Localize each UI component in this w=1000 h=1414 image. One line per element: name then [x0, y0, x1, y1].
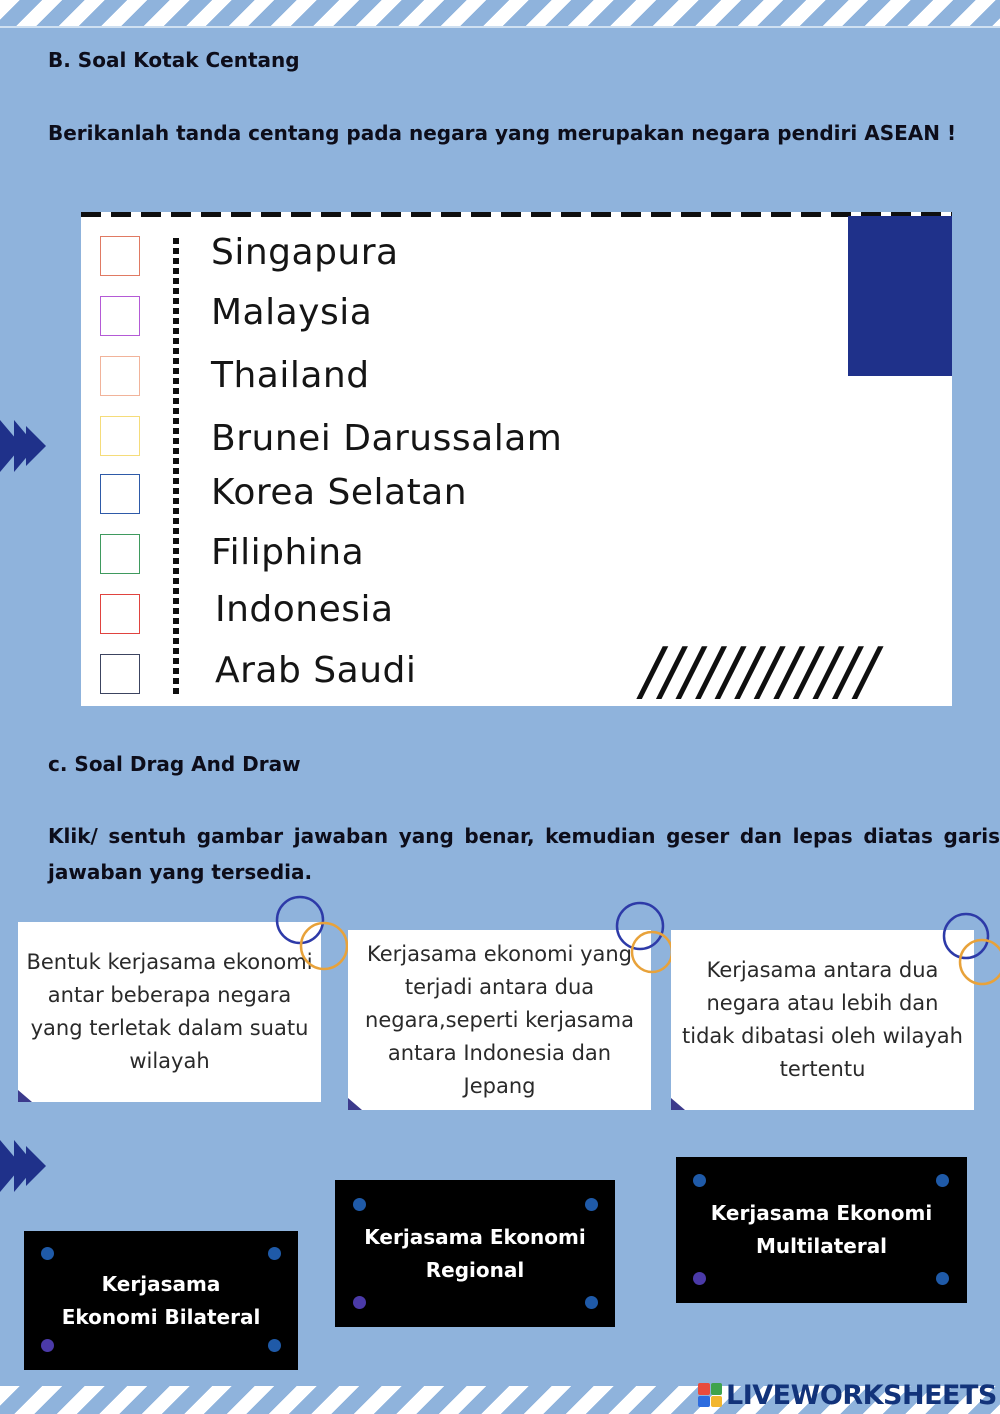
checkbox-thailand[interactable] [100, 356, 140, 396]
option-label-indonesia: Indonesia [215, 589, 394, 630]
option-label-thailand: Thailand [211, 355, 370, 396]
card-dashed-border [81, 212, 952, 217]
answer-label-multilateral: Kerjasama Ekonomi Multilateral [710, 1201, 933, 1258]
top-stripe-border [0, 0, 1000, 28]
brand-name: LIVEWORKSHEETS [726, 1379, 997, 1411]
checkbox-indonesia[interactable] [100, 594, 140, 634]
section-c-title: c. Soal Drag And Draw [48, 752, 301, 776]
option-label-malaysia: Malaysia [211, 292, 373, 333]
option-label-korea-selatan: Korea Selatan [211, 472, 468, 513]
section-b-instruction: Berikanlah tanda centang pada negara yang merupakan negara pendiri ASEAN ! [48, 121, 957, 145]
checkbox-korea-selatan[interactable] [100, 474, 140, 514]
slash-decoration: //////////// [641, 635, 876, 709]
option-label-brunei-darussalam: Brunei Darussalam [211, 418, 563, 459]
answer-chip-multilateral[interactable] [676, 1157, 967, 1303]
card-navy-block [848, 216, 952, 376]
chip-dot [268, 1339, 281, 1352]
checkbox-question-card [81, 212, 952, 709]
option-label-arab-saudi: Arab Saudi [215, 650, 417, 691]
definition-text-1: Bentuk kerjasama ekonomi antar beberapa negara yang terletak dalam suatu wilayah [26, 950, 313, 1073]
checkbox-brunei-darussalam[interactable] [100, 416, 140, 456]
section-c-instruction: Klik/ sentuh gambar jawaban yang benar, kemudian geser dan lepas diatas garis jawaban yang tersedia. [48, 824, 1000, 884]
definition-text-3: Kerjasama antara dua negara atau lebih dan tidak dibatasi oleh wilayah tertentu [682, 958, 963, 1081]
answer-label-bilateral: Kerjasama Ekonomi Bilateral [61, 1271, 261, 1329]
rings-decoration-icon [272, 896, 352, 976]
chip-dot [585, 1198, 598, 1211]
chip-dot [41, 1339, 54, 1352]
arrow-right-icon [0, 420, 50, 472]
chip-dot [693, 1174, 706, 1187]
checkbox-filiphina[interactable] [100, 534, 140, 574]
chip-dot [693, 1272, 706, 1285]
checkbox-singapura[interactable] [100, 236, 140, 276]
checkbox-arab-saudi[interactable] [100, 654, 140, 694]
card-corner-accent [348, 1098, 362, 1110]
definition-text-2: Kerjasama ekonomi yang terjadi antara dua negara,seperti kerjasama antara Indonesia dan Jepang [365, 941, 634, 1098]
section-b-title: B. Soal Kotak Centang [48, 48, 300, 72]
answer-chip-regional[interactable] [335, 1180, 615, 1327]
option-label-singapura: Singapura [211, 232, 399, 273]
chip-dot [41, 1247, 54, 1260]
card-corner-accent [671, 1098, 685, 1110]
chip-dot [585, 1296, 598, 1309]
answer-chip-bilateral[interactable] [24, 1231, 298, 1370]
chip-dot [936, 1272, 949, 1285]
definition-card-2 [348, 930, 651, 1110]
answer-label-regional: Kerjasama Ekonomi Regional [364, 1224, 586, 1282]
chip-dot [268, 1247, 281, 1260]
liveworksheets-logo[interactable] [698, 1380, 997, 1410]
chip-dot [353, 1198, 366, 1211]
arrow-right-icon [0, 1140, 50, 1192]
option-label-filiphina: Filiphina [211, 532, 365, 573]
card-corner-accent [18, 1090, 32, 1102]
checkbox-malaysia[interactable] [100, 296, 140, 336]
rings-decoration-icon [920, 910, 1000, 990]
chip-dot [353, 1296, 366, 1309]
liveworksheets-logo-icon [698, 1383, 722, 1407]
chip-dot [936, 1174, 949, 1187]
card-dotted-divider [173, 238, 179, 694]
